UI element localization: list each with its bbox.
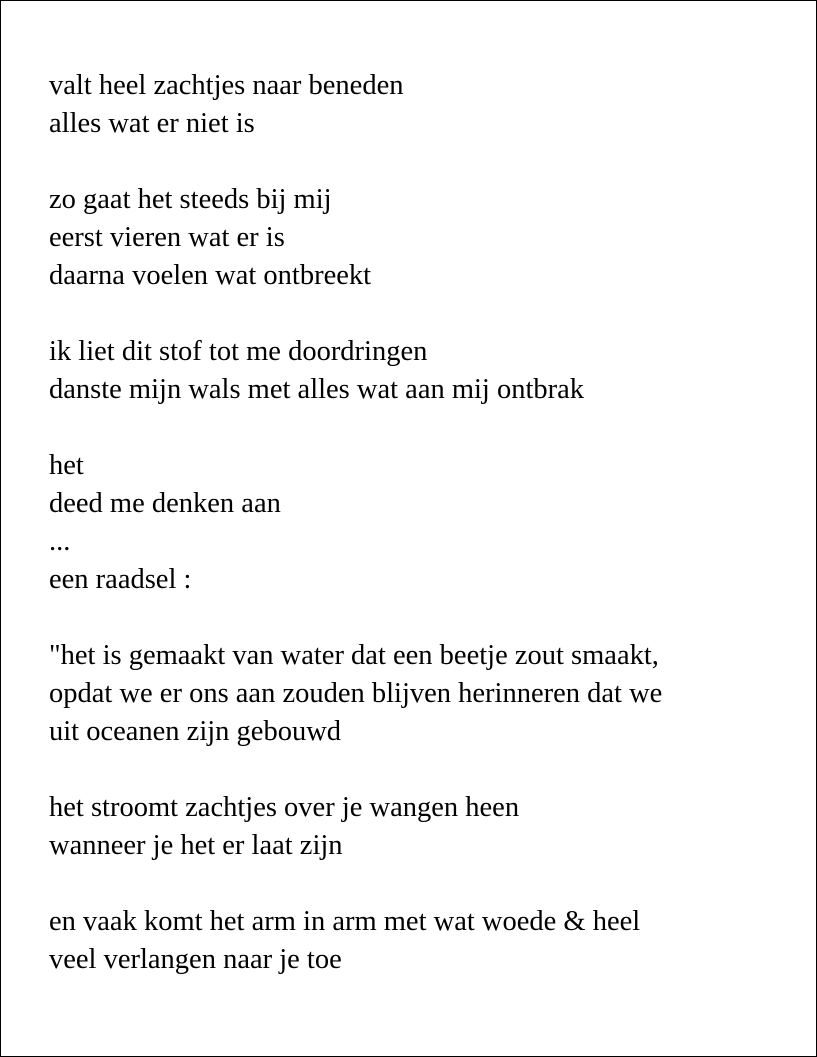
stanza-2 [49,181,789,295]
poem-line: deed me denken aan [49,488,281,519]
poem-line: ... [49,526,71,557]
stanza-1 [49,67,789,143]
poem-line: daarna voelen wat ontbreekt [49,260,372,291]
stanza-3 [49,333,789,409]
poem-line: valt heel zachtjes naar beneden [49,70,404,101]
poem-line: uit oceanen zijn gebouwd [49,716,342,747]
poem-line: "het is gemaakt van water dat een beetje zout smaakt, [49,640,659,671]
poem-line: opdat we er ons aan zouden blijven herinneren dat we [49,678,663,709]
stanza-5 [49,637,789,751]
poem-line: wanneer je het er laat zijn [49,830,343,861]
poem-line: danste mijn wals met alles wat aan mij ontbrak [49,374,585,405]
stanza-7 [49,903,789,979]
poem-line: het stroomt zachtjes over je wangen heen [49,792,520,823]
poem-line: ik liet dit stof tot me doordringen [49,336,428,367]
poem-line: zo gaat het steeds bij mij [49,184,332,215]
poem-line: het [49,450,84,481]
poem-line: alles wat er niet is [49,108,255,139]
poem-text [49,67,789,1017]
poem-line: een raadsel : [49,564,192,595]
stanza-4 [49,447,789,599]
stanza-6 [49,789,789,865]
poem-line: veel verlangen naar je toe [49,944,342,975]
poem-line: en vaak komt het arm in arm met wat woede & heel [49,906,641,937]
poem-line: eerst vieren wat er is [49,222,285,253]
